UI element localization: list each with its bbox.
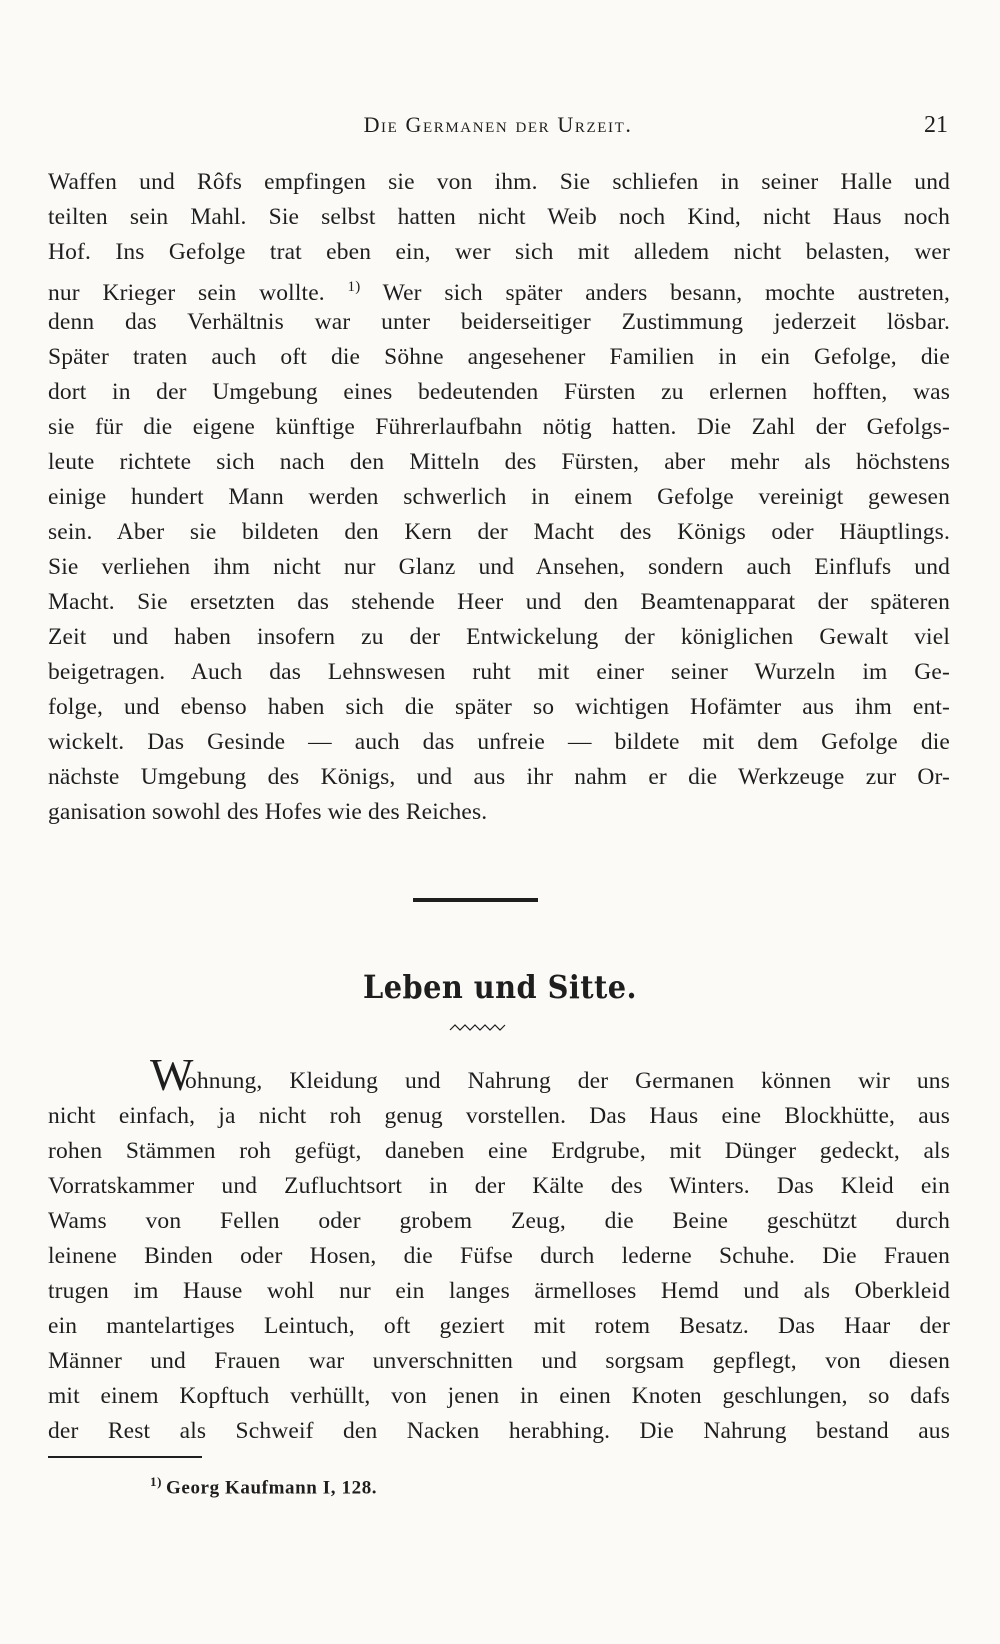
text-segment: Wer sich später anders besann, mochte austreten, xyxy=(382,279,950,306)
text-line-with-footnote xyxy=(48,270,950,305)
text-line: der Rest als Schweif den Nacken herabhing. Die Nahrung bestand aus xyxy=(48,1418,950,1444)
paragraph-leben-und-sitte xyxy=(48,1064,950,1449)
text-line: dort in der Umgebung eines bedeutenden Fürsten zu erlernen hofften, was xyxy=(48,379,950,405)
text-line: leute richtete sich nach den Mitteln des Fürsten, aber mehr als höchstens xyxy=(48,449,950,475)
footnote-text: Georg Kaufmann I, 128. xyxy=(166,1477,378,1499)
text-line: Wams von Fellen oder grobem Zeug, die Beine geschützt durch xyxy=(48,1208,950,1234)
paragraph-gefolge xyxy=(48,165,950,830)
footnote xyxy=(150,1474,377,1499)
text-line: nächste Umgebung des Königs, und aus ihr nahm er die Werkzeuge zur Or- xyxy=(48,764,950,790)
text-line: einige hundert Mann werden schwerlich in einem Gefolge vereinigt gewesen xyxy=(48,484,950,510)
text-line: ganisation sowohl des Hofes wie des Reiches. xyxy=(48,799,488,825)
footnote-divider xyxy=(48,1456,202,1458)
text-line: sie für die eigene künftige Führerlaufbahn nötig hatten. Die Zahl der Gefolgs- xyxy=(48,414,950,440)
text-line: Vorratskammer und Zufluchtsort in der Kälte des Winters. Das Kleid ein xyxy=(48,1173,950,1199)
text-line: folge, und ebenso haben sich die später so wichtigen Hofämter aus ihm ent- xyxy=(48,694,950,720)
text-line: leinene Binden oder Hosen, die Füfse durch lederne Schuhe. Die Frauen xyxy=(48,1243,950,1269)
text-line: nicht einfach, ja nicht roh genug vorstellen. Das Haus eine Blockhütte, aus xyxy=(48,1103,950,1129)
text-line: Männer und Frauen war unverschnitten und sorgsam gepflegt, von diesen xyxy=(48,1348,950,1374)
text-line: mit einem Kopftuch verhüllt, von jenen in einen Knoten geschlungen, so dafs xyxy=(48,1383,950,1409)
text-line: beigetragen. Auch das Lehnswesen ruht mit einer seiner Wurzeln im Ge- xyxy=(48,659,950,685)
text-line: rohen Stämmen roh gefügt, daneben eine Erdgrube, mit Dünger gedeckt, als xyxy=(48,1138,950,1164)
text-line: Sie verliehen ihm nicht nur Glanz und Ansehen, sondern auch Einflufs und xyxy=(48,554,950,580)
section-divider xyxy=(413,898,538,902)
text-line: trugen im Hause wohl nur ein langes ärmelloses Hemd und als Oberkleid xyxy=(48,1278,950,1304)
footnote-reference: 1) xyxy=(347,279,361,295)
text-line: Später traten auch oft die Söhne angesehener Familien in ein Gefolge, die xyxy=(48,344,950,370)
running-title: Die Germanen der Urzeit. xyxy=(363,112,633,137)
text-segment: nur Krieger sein wollte. xyxy=(48,279,325,306)
text-line: denn das Verhältnis war unter beiderseitiger Zustimmung jederzeit lösbar. xyxy=(48,309,950,335)
text-line: teilten sein Mahl. Sie selbst hatten nicht Weib noch Kind, nicht Haus noch xyxy=(48,204,950,230)
page-number: 21 xyxy=(924,112,948,138)
drop-capital: W xyxy=(150,1049,194,1100)
running-header xyxy=(48,112,948,152)
text-line: Macht. Sie ersetzten das stehende Heer und den Beamtenapparat der späteren xyxy=(48,589,950,615)
footnote-mark: 1) xyxy=(150,1474,163,1489)
section-heading: Leben und Sitte. xyxy=(363,968,637,1006)
text-line: ohnung, Kleidung und Nahrung der Germanen können wir uns xyxy=(185,1068,950,1094)
text-line: ein mantelartiges Leintuch, oft geziert mit rotem Besatz. Das Haar der xyxy=(48,1313,950,1339)
wave-ornament-icon xyxy=(448,1022,508,1034)
text-line: Hof. Ins Gefolge trat eben ein, wer sich mit alledem nicht belasten, wer xyxy=(48,239,950,265)
text-line: wickelt. Das Gesinde — auch das unfreie — bildete mit dem Gefolge die xyxy=(48,729,950,755)
text-line: Zeit und haben insofern zu der Entwickelung der königlichen Gewalt viel xyxy=(48,624,950,650)
text-line: Waffen und Rôfs empfingen sie von ihm. Sie schliefen in seiner Halle und xyxy=(48,169,950,195)
text-line: sein. Aber sie bildeten den Kern der Macht des Königs oder Häuptlings. xyxy=(48,519,950,545)
